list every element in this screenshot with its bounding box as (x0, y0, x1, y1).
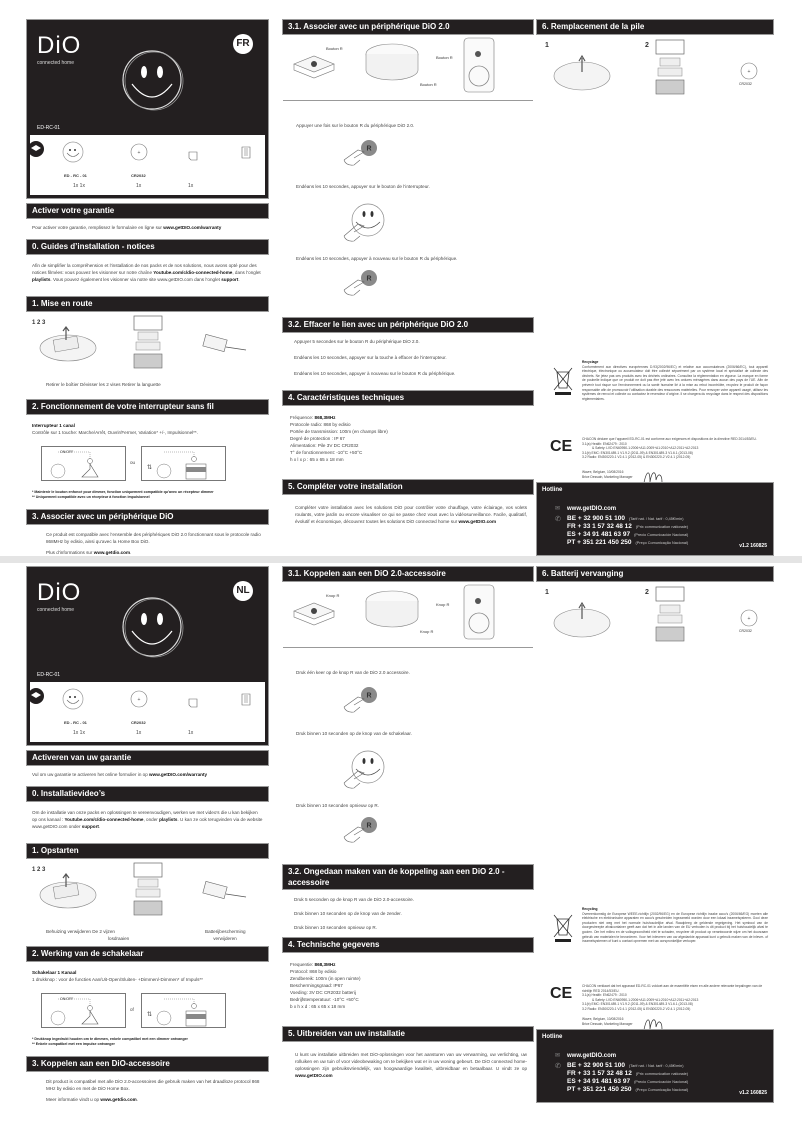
open-housing-illustration (38, 873, 98, 911)
standard-line: 3.1(a) Health: EN62479 : 2010 (582, 441, 627, 446)
spec-line: Zendbereik: 100m (in open ruimte) (290, 976, 361, 981)
spec-frequency-value: 868,3MHz (314, 415, 336, 420)
smiley-switch-icon (120, 48, 184, 112)
switch-lamp-icon (42, 994, 127, 1029)
svg-text:R: R (366, 275, 372, 283)
operation-subtitle: Interrupteur 1 canal (32, 423, 75, 428)
signature-name: Brice Dessain, Marketing Manager (582, 474, 633, 479)
phone-note: (Prix communication nationale) (635, 1072, 689, 1076)
signature-place: Wavre, Belgium, 10/08/2016 (582, 470, 624, 474)
pair-step-3: Druk binnen 10 seconden opnieuw op R. (296, 803, 379, 808)
guides-text (32, 809, 264, 830)
onoff-diagram (41, 446, 126, 481)
coin-cell-icon (740, 609, 758, 627)
svg-text:R: R (366, 822, 372, 830)
unpair-step-2: Druk binnen 10 seconden op de knop van de zender. (294, 911, 402, 916)
web-icon: ✉ (555, 1053, 561, 1059)
country-code: ES (567, 1078, 576, 1085)
ce-declaration: CHACON verklaart dat het apparaat ED-RC-01 voldoet aan de essentiële eisen en alle andere relevante bepalingen van de richtlijn RED 2014/53/EU. (582, 984, 763, 993)
playlists-label: playlists (32, 277, 51, 282)
weee-bin-icon (552, 913, 574, 943)
specs-list (290, 961, 490, 1010)
coin-cell-icon (740, 62, 758, 80)
phone-note: (Preço Comunicação Nacional) (635, 541, 689, 545)
step-caption-1: Retirer le boîtier Dévisser les 2 vises Retirer la languette (46, 382, 161, 387)
guides-text-1: Afin de simplifier la compréhension et l’installation de nos packs et de nos solutions, nous avons opté pour des notices filmées: vous pouvez les visionner sur notre chaîne (32, 263, 257, 275)
recycling-block (582, 360, 768, 401)
hotline-be (567, 515, 683, 522)
hand-press-switch-icon (340, 747, 385, 792)
hotline-web[interactable]: www.getDIO.com (567, 506, 617, 512)
warranty-text-body: Vul om uw garantie te activeren het online formulier in op (32, 772, 150, 777)
warranty-header: Activer votre garantie (27, 204, 268, 218)
spec-line: Beschermingsgraad: IP67 (290, 983, 343, 988)
extend-text-body: U kunt uw installatie uitbreiden met DiO-oplossingen voor het aansturen van uw verwarming, uw verlichting, uw rolluiken en uw tuin of voor videobewaking om te bekijken wat er in uw woning gebeurt. De DiO connected home-oplossingen zijn gebruiksvriendelijk, van hoogwaardige kwaliteit, uitbreidbaar en betaalbaar. U vindt ze op (295, 1052, 527, 1071)
manual-icon (240, 145, 252, 159)
warranty-text (32, 224, 272, 231)
declaration-block (582, 984, 768, 1012)
hotline-title: Hotline (542, 487, 563, 493)
guides-text-2: , dans l’onglet (232, 270, 261, 275)
product-header (27, 567, 268, 745)
logo-tagline: connected home (37, 60, 74, 66)
signature-block (582, 470, 633, 479)
spec-frequency-label: Fréquence: (290, 415, 315, 420)
switch-icon (62, 688, 84, 710)
extend-text (295, 504, 527, 525)
unscrew-illustration (128, 314, 168, 374)
button-r-label-2: Knop R (420, 629, 434, 634)
pairing-more (46, 1096, 138, 1103)
model-number: ED-RC-01 (37, 672, 61, 678)
svg-text:+: + (137, 150, 141, 156)
pair-2-header: 3.1. Koppelen aan een DiO 2.0-accessoire (283, 567, 533, 581)
shutter-diagram (141, 446, 226, 481)
battery-icon (130, 690, 148, 708)
content-qty-3: 1x (188, 183, 194, 189)
pairing-more-end: . (130, 550, 132, 555)
hand-press-r-icon (340, 685, 380, 715)
phone-number: + 32 900 51 100 (577, 1062, 626, 1069)
pair-step-3: Endéans les 10 secondes, appuyer à nouveau sur le bouton R du périphérique. (296, 256, 458, 261)
adhesive-icon (188, 151, 198, 161)
hotline-title: Hotline (542, 1034, 563, 1040)
coin-cell-label: CR2032 (739, 629, 752, 633)
spec-frequency (290, 414, 490, 421)
divider (283, 100, 533, 101)
hotline-fr (567, 523, 688, 530)
warranty-link[interactable]: www.getDIO.com/warranty (149, 772, 208, 777)
spec-frequency-value: 868,3MHz (314, 962, 336, 967)
ce-mark-icon: CE (550, 985, 573, 1002)
footnote-1: * Drukknop ingedrukt houden om te dimmen, enkele compatibel met een dimmer ontvanger (32, 1037, 188, 1041)
button-r-label-1: Knop R (326, 593, 340, 598)
standard-line: 3.1(b) EMC: EN301489-1 V1.9.2 (2011-09) & EN301489-3 V1.6.1 (2013-08) (582, 450, 693, 455)
unpair-step-2: Endéans les 10 secondes, appuyer sur la touche à effacer de l’interrupteur. (294, 355, 447, 360)
content-qty-2: 1x (136, 183, 142, 189)
standard-line: 3.1(a) Health: EN62479 : 2010 (582, 993, 627, 998)
phone-number: + 34 91 481 63 97 (577, 531, 631, 538)
pair-step-2: Endéans les 10 secondes, appuyer sur le bouton de l’interrupteur. (296, 184, 430, 189)
content-qty-1: 1x 1x (73, 730, 85, 736)
model-number: ED-RC-01 (37, 125, 61, 131)
hotline-web[interactable]: www.getDIO.com (567, 1053, 617, 1059)
operation-text: Contrôle sur 1 touche: Marche/Arrêt, Ouvrir/Fermer, Variation* +/-, Impulsionnel**. (32, 430, 198, 435)
standard-line: 3.2 Radio: EN300220-1 V2.4.1 (2012-05) & EN300220-2 V2.4.1 (2012-05) (582, 455, 691, 460)
hotline-es (567, 1078, 688, 1085)
signature-place: Wavre, Belgium, 10/08/2016 (582, 1017, 624, 1021)
unpair-step-3: Endéans les 10 secondes, appuyer à nouveau sur le bouton R du périphérique. (294, 371, 456, 376)
spec-line: T° de fonctionnement: -10°C +50°C (290, 450, 363, 455)
declaration-block (582, 437, 768, 460)
warranty-link[interactable]: www.getDIO.com/warranty (163, 225, 222, 230)
product-header (27, 20, 268, 198)
pair-step-1: Druk één keer op de knop R van de DiO 2.0 accessoire. (296, 670, 410, 675)
extend-text-body: Compléter votre installation avec les solutions DiO pour contrôler votre chauffage, votre éclairage, vos volets roulants, votre jardin ou encore visualiser ce qui se passe chez vous avec la vidéosurveillance. Facile, qualitatif, évolutif et économique, découvrez toutes les solutions DiO connected home sur (295, 505, 527, 524)
phone-note: (Tarif nat. / Nat. tarif : 0,45€/min) (629, 1064, 684, 1068)
remove-tab-illustration (200, 881, 250, 903)
coin-cell-label: CR2032 (739, 82, 752, 86)
standard-line: 3.2 Radio: EN300220-1 V2.4.1 (2012-05) & EN300220-2 V2.4.1 (2012-05) (582, 1006, 691, 1011)
remove-tab-illustration (200, 334, 250, 356)
hotline-be (567, 1062, 683, 1069)
spec-line: h x l x p : 65 x 65 x 18 mm (290, 457, 344, 462)
logo-tagline: connected home (37, 607, 74, 613)
phone-number: + 32 900 51 100 (577, 515, 626, 522)
switch-lamp-icon (42, 447, 127, 482)
recycling-block (582, 907, 768, 944)
guides-text (32, 262, 264, 283)
country-code: ES (567, 531, 576, 538)
support-label: support (221, 277, 239, 282)
spec-line: Bedrijfstemperatuur: -10°C +50°C (290, 997, 359, 1002)
battery-icon (130, 143, 148, 161)
phone-number: + 34 91 481 63 97 (577, 1078, 631, 1085)
content-label-battery: CR2032 (131, 173, 146, 178)
onoff-diagram (41, 993, 126, 1028)
pairing-header: 3. Associer avec un périphérique DiO (27, 510, 268, 524)
content-qty-2: 1x (136, 730, 142, 736)
step-caption-1: Behuizing verwijderen De 2 vijzen (46, 929, 115, 934)
youtube-link[interactable]: Youtube.com/c/dio-connected-home (153, 270, 233, 275)
standard-line: & Safety: LVD EN60950-1:2006+A11:2009+A1:2010+A12:2011+A2:2013 (592, 446, 699, 451)
guides-text-4: . (238, 277, 240, 282)
ce-declaration: CHACON déclare que l’appareil ED-RC-01 est conforme aux exigences et dispositions de la directive RED 2014/53/EU. (582, 437, 757, 441)
phone-number: + 33 1 57 32 48 12 (577, 1070, 632, 1077)
open-housing-illustration-2 (552, 593, 612, 641)
step-numbers: 1 2 3 (32, 867, 46, 873)
pairing-more-text: Plus d’informations sur (46, 550, 94, 555)
pair-2-header: 3.1. Associer avec un périphérique DiO 2.0 (283, 20, 533, 34)
signature-block (582, 1017, 633, 1026)
version-label: v1.2 160825 (739, 543, 767, 549)
footnote-1: * Maintenir le bouton enfoncé pour dimmer, fonction uniquement compatible qu’avec un récepteur dimmer (32, 490, 214, 494)
pairing-more-text: Meer informatie vindt u op (46, 1097, 101, 1102)
guides-text-1: Om de installatie van onze packs en oplossingen te vereenvoudigen, werken we met video’s die u kan bekijken op ons kanaal : (32, 810, 258, 822)
svg-text:⇅: ⇅ (147, 465, 153, 471)
open-housing-illustration-2 (552, 46, 612, 94)
pair-step-1: Appuyer une fois sur le bouton R du périphérique DiO 2.0. (296, 123, 415, 128)
onoff-label: ON/OFF (60, 450, 74, 454)
specs-list (290, 414, 490, 463)
unscrew-illustration (128, 861, 168, 921)
weee-bin-icon (552, 366, 574, 396)
extend-header: 5. Uitbreiden van uw installatie (283, 1027, 533, 1041)
language-badge: NL (233, 581, 253, 601)
pairing-header: 3. Koppelen aan een DiO-accessoire (27, 1057, 268, 1071)
operation-header: 2. Werking van de schakelaar (27, 947, 268, 961)
battery-step-1: 1 (545, 42, 549, 49)
language-badge: FR (233, 34, 253, 54)
box-contents (30, 135, 265, 195)
phone-icon: ✆ (555, 516, 561, 523)
dio-logo: DiO (37, 32, 82, 59)
shutter-diagram (141, 993, 226, 1028)
plug-illustration (460, 583, 500, 641)
guides-text-3: . Vous pouvez également les visionner via notre site www.getDIO.com dans l’onglet (50, 277, 222, 282)
footnote-2: ** Enkele compatibel met een impulse ontvanger (32, 1042, 115, 1046)
recycling-text: Overeenkomstig de Europese WEEE-richtlijn (2002/96/EG) en de Europese richtlijn inzake accu’s (2006/66/EG) moeten alle elektrische en elektronische apparaten en accu’s gescheiden ingezameld worden door een lokaal inzamelsysteem. Gooi deze producten niet weg met het normale huishoudelijke afval. Raadpleeg de geldende regelgeving. Het symbool van de doorgestreepte afvalcontainer geeft aan dat het in alle landen van de EU verboden is dit product bij het huishoudelijk afval te gooien. Om het milieu en de volksgezondheid niet te schaden, recycleer dit product op verantwoorde wijze om het duurzaam gebruik van materialen te bevorderen. Voor het inleveren van uw afgedankte apparaat kunt u gebruik maken van de inlever- of inzamelsystemen of kunt u contact opnemen met uw oorspronkelijke verkoper. (582, 911, 768, 944)
step-numbers: 1 2 3 (32, 320, 46, 326)
phone-icon: ✆ (555, 1063, 561, 1070)
guides-text-4: . (98, 824, 101, 829)
getdio-link[interactable]: www.getdio.com (100, 1097, 137, 1102)
warranty-header: Activeren van uw garantie (27, 751, 268, 765)
open-housing-illustration (38, 326, 98, 364)
guides-header: 0. Guides d’installation - notices (27, 240, 268, 254)
phone-note: (Precio Comunicación Nacional) (634, 533, 689, 537)
extend-link[interactable]: www.getDIO.com (295, 1073, 333, 1078)
hotline-pt (567, 1086, 688, 1093)
warranty-text-body: Pour activer votre garantie, remplissez le formulaire en ligne sur (32, 225, 164, 230)
phone-note: (Precio Comunicación Nacional) (634, 1080, 689, 1084)
manual-icon (240, 692, 252, 706)
hotline-box (537, 483, 773, 555)
content-label-switch: ED - RC - 01 (64, 720, 87, 725)
pairing-text: Ce produit est compatible avec l’ensemble des périphériques DiO 2.0 fonctionnant sous le protocole radio 868MHz by edisio, ainsi qu’avec la Home Box DiO. (46, 532, 261, 544)
content-qty-1: 1x 1x (73, 183, 85, 189)
getdio-link[interactable]: www.getdio.com (93, 550, 131, 555)
spec-line: Alimentation: Pile 3V DC CR2032 (290, 443, 359, 448)
r-button-letter: R (366, 692, 372, 700)
battery-stack-illustration (650, 38, 690, 100)
getting-started-header: 1. Mise en route (27, 297, 268, 311)
smiley-switch-icon (120, 595, 184, 659)
operation-header: 2. Fonctionnement de votre interrupteur sans fil (27, 400, 268, 414)
battery-header: 6. Remplacement de la pile (537, 20, 773, 34)
r-button-letter: R (366, 145, 372, 153)
country-code: FR (567, 1070, 576, 1077)
box-contents (30, 682, 265, 742)
button-r-label-1: Bouton R (326, 46, 343, 51)
hotline-box (537, 1030, 773, 1102)
standard-line: & Safety: LVD EN60950-1:2006+A11:2009+A1:2010+A12:2011+A2:2013 (592, 997, 699, 1002)
onoff-label: ON/OFF (60, 997, 74, 1001)
adhesive-icon (188, 698, 198, 708)
youtube-link[interactable]: Youtube.com/c/dio-connected-home (64, 817, 144, 822)
svg-text:⇅: ⇅ (147, 1012, 153, 1018)
recycling-text: Conformément aux directives européennes D.93(2002/96/EC) et relative aux accumulateurs (2006/66/EC), tout appareil électrique, électronique ou accumulateur doit être collecté séparément par un système local et spécialisé de collecte des déchets. Ne jetez pas ces produits avec les déchets ordinaires. Consultez la réglementation en vigueur. La marque en forme de poubelle indique que ce produit ne doit pas être jeté avec les ordures ménagères dans aucun des pays de l’UE. Afin de prévenir tout risque sur l’environnement ou la santé humaine lié à la mise au rebut incontrôlée, recyclez le produit de façon responsable afin de promouvoir l’utilisation durable des ressources matérielles. Pour renvoyer votre appareil usagé, utilisez les systèmes de renvoi et collecte ou contactez le revendeur d’origine. Il se chargera du recyclage dans le respect des dispositions réglementaires. (582, 364, 768, 401)
footnote-2: ** Uniquement compatible avec un récepteur à fonction impulsionnel (32, 495, 150, 499)
spec-line: Protocole radio: 868 by edisio (290, 422, 351, 427)
phone-number: + 351 221 450 250 (577, 1086, 632, 1093)
spec-line: Voeding: 3V DC CR2032 batterij (290, 990, 356, 995)
hotline-fr (567, 1070, 688, 1077)
battery-step-1: 1 (545, 589, 549, 596)
module-illustration (290, 50, 338, 82)
homebox-illustration (364, 42, 420, 84)
dio-logo: DiO (37, 579, 82, 606)
hand-press-r-icon (340, 138, 380, 168)
hand-press-switch-icon (340, 200, 385, 245)
unpair-header: 3.2. Ongedaan maken van de koppeling aan een DiO 2.0 -accessoire (283, 865, 533, 889)
battery-header: 6. Batterij vervanging (537, 567, 773, 581)
button-r-label-3: Knop R (436, 602, 450, 607)
spec-line: Protocol: 868 by edisio (290, 969, 337, 974)
recycle-box-icon (28, 141, 44, 157)
operation-subtitle: Schakelaar 1 Kanaal (32, 970, 77, 975)
switch-shutter-icon (142, 994, 227, 1029)
operation-text: 1 drukknop : voor de functies Aan/Uit-Open/Sluiten- +Dimmen/-Dimmen* of Impuls** (32, 977, 203, 982)
spec-frequency-label: Frequentie: (290, 962, 315, 967)
phone-note: (Tarif nat. / Nat. tarif : 0,45€/min) (629, 517, 684, 521)
ce-mark-icon: CE (550, 438, 573, 455)
specs-header: 4. Caractéristiques techniques (283, 391, 533, 405)
or-label: ou (130, 460, 136, 465)
country-code: BE (567, 1062, 577, 1069)
phone-number: + 33 1 57 32 48 12 (577, 523, 632, 530)
extend-header: 5. Compléter votre installation (283, 480, 533, 494)
hotline-es (567, 531, 688, 538)
specs-header: 4. Technische gegevens (283, 938, 533, 952)
hand-press-r-icon-2 (340, 268, 380, 298)
country-code: BE (567, 515, 577, 522)
leaflet-french (0, 0, 802, 560)
spec-line: Portée de transmission: 100m (en champs libre) (290, 429, 388, 434)
standard-line: 3.1(b) EMC: EN301489-1 V1.9.2 (2011-09) & EN301489-3 V1.6.1 (2013-08) (582, 1002, 693, 1007)
content-label-battery: CR2032 (131, 720, 146, 725)
signature-name: Brice Dessain, Marketing Manager (582, 1021, 633, 1026)
svg-text:+: + (747, 616, 751, 622)
plug-illustration (460, 36, 500, 94)
or-label: of (130, 1007, 134, 1012)
recycling-title: Recycling (582, 907, 598, 911)
web-icon: ✉ (555, 506, 561, 512)
switch-shutter-icon (142, 447, 227, 482)
content-label-switch: ED - RC - 01 (64, 173, 87, 178)
version-label: v1.2 160825 (739, 1090, 767, 1096)
battery-step-2: 2 (645, 42, 649, 49)
content-qty-3: 1x (188, 730, 194, 736)
unpair-step-1: Druk 5 seconden op de knop R van de DiO 2.0-accessoire. (294, 897, 415, 902)
pairing-more-end: . (136, 1097, 138, 1102)
pair-step-2: Druk binnen 10 seconden op de knop van de schakelaar. (296, 731, 412, 736)
spec-line: Degré de protection : IP 67 (290, 436, 345, 441)
unpair-header: 3.2. Effacer le lien avec un périphérique DiO 2.0 (283, 318, 533, 332)
guides-text-3: . U kan ze ook terugvinden via de website www.getDIO.com onder (32, 817, 263, 829)
country-code: FR (567, 523, 576, 530)
phone-note: (Prix communication nationale) (635, 525, 689, 529)
recycle-box-icon (28, 688, 44, 704)
guides-header: 0. Installatievideo’s (27, 787, 268, 801)
guides-text-2: , onder (143, 817, 160, 822)
divider (283, 647, 533, 648)
battery-step-2: 2 (645, 589, 649, 596)
playlists-label: playlists (159, 817, 178, 822)
spec-line: b x h x d : 65 x 65 x 18 mm (290, 1004, 346, 1009)
svg-text:+: + (137, 697, 141, 703)
pairing-text: Dit product is compatibel met alle DiO 2.0-accessoires die gebruik maken van het draadloze protocol 868 MHz by edisio en met de DiO Home Box. (46, 1079, 260, 1091)
warranty-text (32, 771, 272, 778)
step-caption-3: Batterijbescherming verwijderen (205, 929, 246, 941)
phone-note: (Preço Comunicação Nacional) (635, 1088, 689, 1092)
hand-press-r-icon-2 (340, 815, 380, 845)
country-code: PT (567, 1086, 576, 1093)
button-r-label-2: Bouton R (420, 82, 437, 87)
hotline-pt (567, 539, 688, 546)
homebox-illustration (364, 589, 420, 631)
svg-text:+: + (747, 69, 751, 75)
module-illustration (290, 597, 338, 629)
extend-link[interactable]: www.getDIO.com (458, 519, 497, 524)
phone-number: + 351 221 450 250 (577, 539, 632, 546)
step-caption-2: losdraaien (108, 936, 130, 941)
battery-stack-illustration (650, 585, 690, 647)
support-label: support (81, 824, 99, 829)
country-code: PT (567, 539, 576, 546)
switch-icon (62, 141, 84, 163)
spec-frequency (290, 961, 490, 968)
button-r-label-3: Bouton R (436, 55, 453, 60)
getting-started-header: 1. Opstarten (27, 844, 268, 858)
leaflet-dutch (0, 547, 802, 1107)
unpair-step-1: Appuyer 5 secondes sur le bouton R du périphérique DiO 2.0. (294, 339, 420, 344)
unpair-step-3: Druk binnen 10 seconden opnieuw op R. (294, 925, 377, 930)
recycling-title: Recyclage (582, 360, 599, 364)
extend-text (295, 1051, 527, 1079)
